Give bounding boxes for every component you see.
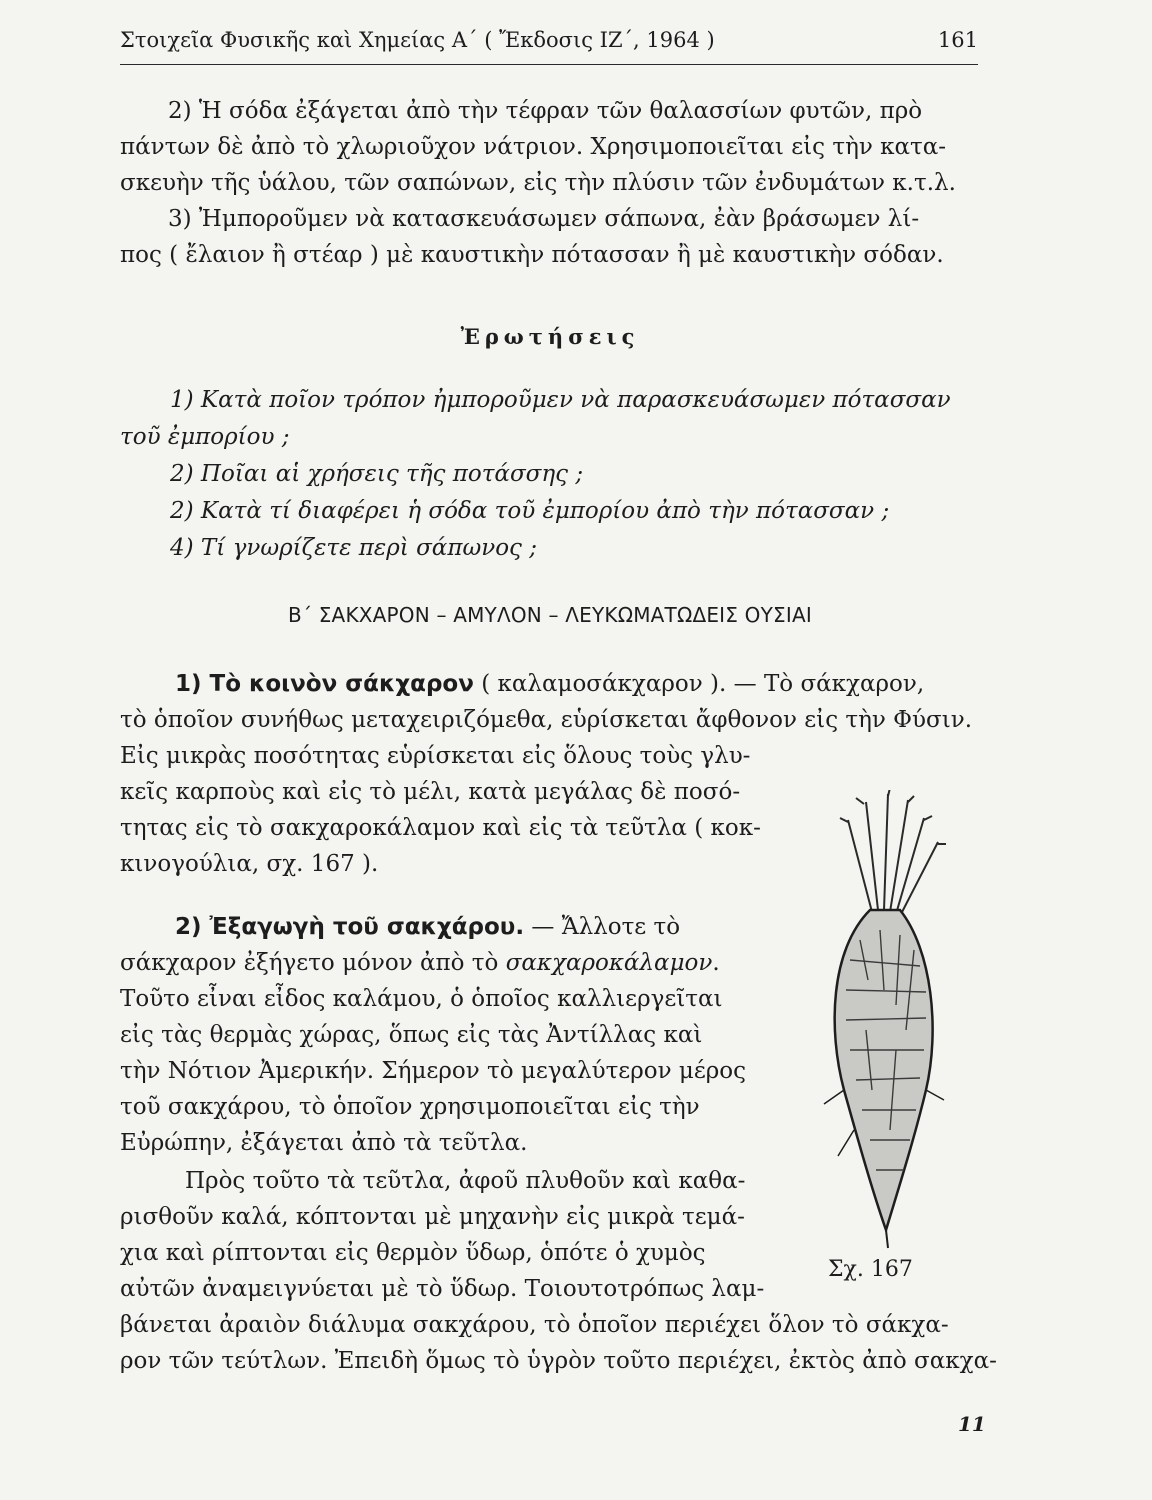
- text-fragment: ( καλαμοσάκχαρον ). — Τὸ σάκχαρον,: [473, 671, 925, 697]
- text-line: Εὐρώπην, ἐξάγεται ἀπὸ τὰ τεῦτλα.: [120, 1130, 528, 1156]
- question-item: 1) Κατὰ ποῖον τρόπον ἠμποροῦμεν νὰ παρασκευάσωμεν πότασσαν: [170, 387, 951, 413]
- text-line: πάντων δὲ ἀπὸ τὸ χλωριοῦχον νάτριον. Χρησιμοποιεῖται εἰς τὴν κατα-: [120, 134, 947, 160]
- question-item: 2) Ποῖαι αἱ χρήσεις τῆς ποτάσσης ;: [170, 461, 584, 487]
- text-line: εἰς τὰς θερμὰς χώρας, ὅπως εἰς τὰς Ἀντίλλας καὶ: [120, 1022, 703, 1048]
- text-line: 2) Ἡ σόδα ἐξάγεται ἀπὸ τὴν τέφραν τῶν θαλασσίων φυτῶν, πρὸ: [168, 98, 923, 124]
- text-line: τὸ ὁποῖον συνήθως μεταχειριζόμεθα, εὑρίσκεται ἄφθονον εἰς τὴν Φύσιν.: [120, 707, 973, 733]
- text-line: πος ( ἔλαιον ἢ στέαρ ) μὲ καυστικὴν πότασσαν ἢ μὲ καυστικὴν σόδαν.: [120, 242, 944, 268]
- signature-mark: 11: [958, 1412, 986, 1436]
- text-line: ρον τῶν τεύτλων. Ἐπειδὴ ὅμως τὸ ὑγρὸν τοῦτο περιέχει, ἐκτὸς ἀπὸ σακχα-: [120, 1348, 997, 1374]
- question-item: 4) Τί γνωρίζετε περὶ σάπωνος ;: [170, 535, 537, 561]
- subsection-lead: 1) Τὸ κοινὸν σάκχαρον: [175, 671, 474, 697]
- text-line: κινογούλια, σχ. 167 ).: [120, 851, 379, 877]
- header-title: Στοιχεῖα Φυσικῆς καὶ Χημείας Α΄ ( Ἔκδοσις ΙΖ΄, 1964 ): [120, 28, 715, 52]
- text-line: κεῖς καρποὺς καὶ εἰς τὸ μέλι, κατὰ μεγάλας δὲ ποσό-: [120, 779, 741, 805]
- running-header: [120, 28, 978, 68]
- text-fragment: .: [712, 950, 720, 976]
- header-rule: [120, 64, 978, 65]
- section-title: Β΄ ΣΑΚΧΑΡΟΝ – ΑΜΥΛΟΝ – ΛΕΥΚΩΜΑΤΩΔΕΙΣ ΟΥΣΙΑΙ: [288, 603, 812, 627]
- page-number: 161: [937, 28, 978, 52]
- text-line: Πρὸς τοῦτο τὰ τεῦτλα, ἀφοῦ πλυθοῦν καὶ καθα-: [185, 1168, 746, 1194]
- sugar-beet-illustration: [800, 790, 980, 1250]
- questions-list: [120, 382, 990, 567]
- subsection-lead: 2) Ἐξαγωγὴ τοῦ σακχάρου.: [175, 914, 525, 940]
- text-line: σκευὴν τῆς ὑάλου, τῶν σαπώνων, εἰς τὴν πλύσιν τῶν ἐνδυμάτων κ.τ.λ.: [120, 170, 956, 196]
- paragraph-soda: [120, 93, 980, 201]
- text-line: 3) Ἠμποροῦμεν νὰ κατασκευάσωμεν σάπωνα, ἐὰν βράσωμεν λί-: [168, 206, 920, 232]
- text-line: τοῦ σακχάρου, τὸ ὁποῖον χρησιμοποιεῖται εἰς τὴν: [120, 1094, 700, 1120]
- text-line: ρισθοῦν καλά, κόπτονται μὲ μηχανὴν εἰς μικρὰ τεμά-: [120, 1204, 745, 1230]
- text-line: αὐτῶν ἀναμειγνύεται μὲ τὸ ὕδωρ. Τοιουτοτρόπως λαμ-: [120, 1276, 765, 1302]
- paragraph-soap: [120, 201, 980, 273]
- text-line: Εἰς μικρὰς ποσότητας εὑρίσκεται εἰς ὅλους τοὺς γλυ-: [120, 743, 751, 769]
- question-item: τοῦ ἐμπορίου ;: [120, 424, 290, 450]
- questions-heading: Ἐρωτήσεις: [460, 324, 640, 349]
- question-item: 2) Κατὰ τί διαφέρει ἡ σόδα τοῦ ἐμπορίου ἀπὸ τὴν πότασσαν ;: [170, 498, 890, 524]
- text-line: Τοῦτο εἶναι εἶδος καλάμου, ὁ ὁποῖος καλλιεργεῖται: [120, 986, 723, 1012]
- text-fragment: — Ἄλλοτε τὸ: [524, 914, 681, 940]
- text-line: τὴν Νότιον Ἀμερικήν. Σήμερον τὸ μεγαλύτερον μέρος: [120, 1058, 746, 1084]
- sugar-beet-icon: [800, 790, 980, 1250]
- text-line: [120, 666, 980, 702]
- text-line: τητας εἰς τὸ σακχαροκάλαμον καὶ εἰς τὰ τεῦτλα ( κοκ-: [120, 815, 761, 841]
- text-line: βάνεται ἀραιὸν διάλυμα σακχάρου, τὸ ὁποῖον περιέχει ὅλον τὸ σάκχα-: [120, 1312, 949, 1338]
- text-line: χια καὶ ρίπτονται εἰς θερμὸν ὕδωρ, ὁπότε ὁ χυμὸς: [120, 1240, 706, 1266]
- text-fragment: σάκχαρον ἐξήγετο μόνον ἀπὸ τὸ: [120, 950, 506, 976]
- italic-term: σακχαροκάλαμον: [505, 950, 713, 976]
- figure-caption: Σχ. 167: [828, 1257, 913, 1282]
